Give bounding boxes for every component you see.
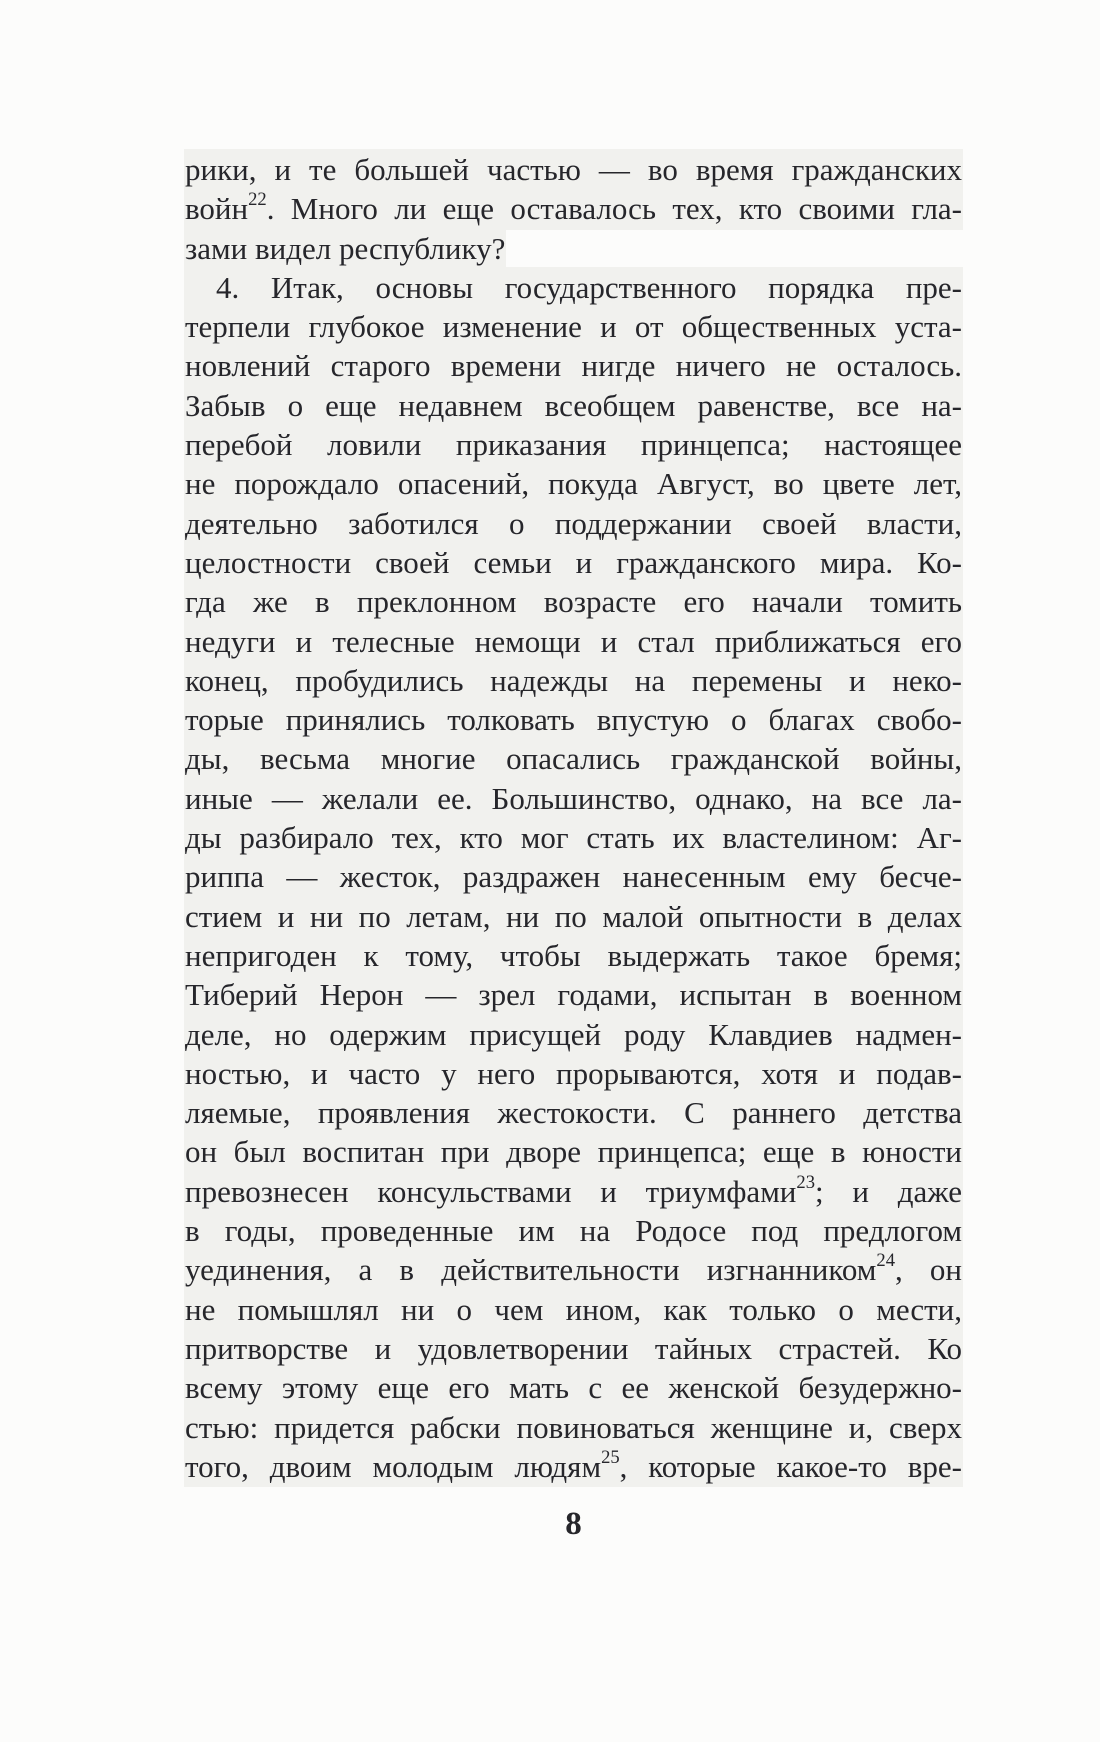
text-line-content: торые принялись толковать впустую о благах свобо- bbox=[185, 700, 962, 739]
text-line bbox=[185, 897, 962, 936]
text-line bbox=[185, 1447, 962, 1486]
text-line bbox=[185, 150, 962, 189]
text-line bbox=[185, 543, 962, 582]
text-line bbox=[185, 622, 962, 661]
text-line bbox=[185, 1408, 962, 1447]
text-line-content: уединения, а в действительности изгнанником$^{24}$, он bbox=[185, 1250, 962, 1289]
text-line-content: притворстве и удовлетворении тайных страстей. Ко bbox=[185, 1329, 962, 1368]
text-line-content: он был воспитан при дворе принцепса; еще в юности bbox=[185, 1132, 962, 1171]
text-line-content: стием и ни по летам, ни по малой опытности в делах bbox=[185, 897, 962, 936]
text-line bbox=[185, 1172, 962, 1211]
text-line bbox=[185, 661, 962, 700]
text-line bbox=[185, 936, 962, 975]
text-line bbox=[185, 1093, 962, 1132]
text-line-content: терпели глубокое изменение и от общественных уста- bbox=[185, 307, 962, 346]
text-line bbox=[185, 1054, 962, 1093]
text-line-content: 4. Итак, основы государственного порядка пре- bbox=[185, 268, 962, 307]
text-line bbox=[185, 346, 962, 385]
footnote-marker: 24 bbox=[876, 1250, 895, 1272]
text-line bbox=[185, 1132, 962, 1171]
text-line bbox=[185, 307, 962, 346]
text-line-content: не помышлял ни о чем ином, как только о мести, bbox=[185, 1290, 962, 1329]
text-line bbox=[185, 464, 962, 503]
page-number: 8 bbox=[565, 1506, 582, 1542]
text-line-content: превознесен консульствами и триумфами$^{23}$; и даже bbox=[185, 1172, 962, 1211]
text-line bbox=[185, 229, 962, 268]
text-line bbox=[185, 779, 962, 818]
text-line bbox=[185, 739, 962, 778]
footnote-marker: 22 bbox=[248, 189, 267, 211]
text-line bbox=[185, 425, 962, 464]
text-line bbox=[185, 504, 962, 543]
text-line bbox=[185, 818, 962, 857]
text-line bbox=[185, 1290, 962, 1329]
text-line bbox=[185, 1368, 962, 1407]
text-line-content: деятельно заботился о поддержании своей власти, bbox=[185, 504, 962, 543]
text-line bbox=[185, 1015, 962, 1054]
text-line-content: ляемые, проявления жестокости. С раннего детства bbox=[185, 1093, 962, 1132]
text-line bbox=[185, 975, 962, 1014]
text-line-content: всему этому еще его мать с ее женской безудержно- bbox=[185, 1368, 962, 1407]
text-line bbox=[185, 189, 962, 228]
text-line-content: того, двоим молодым людям$^{25}$, которые какое-то вре- bbox=[185, 1447, 962, 1486]
text-line-content: перебой ловили приказания принцепса; настоящее bbox=[185, 425, 962, 464]
text-line-content: новлений старого времени нигде ничего не осталось. bbox=[185, 346, 962, 385]
text-line-content: в годы, проведенные им на Родосе под предлогом bbox=[185, 1211, 962, 1250]
text-line bbox=[185, 1211, 962, 1250]
text-line-content: рики, и те большей частью — во время гражданских bbox=[185, 150, 962, 189]
footnote-marker: 23 bbox=[796, 1171, 815, 1193]
text-line-content: непригоден к тому, чтобы выдержать такое бремя; bbox=[185, 936, 962, 975]
text-line-content: войн$^{22}$. Много ли еще оставалось тех, кто своими гла- bbox=[185, 189, 962, 228]
text-line bbox=[185, 268, 962, 307]
text-line bbox=[185, 386, 962, 425]
text-line-content: гда же в преклонном возрасте его начали томить bbox=[185, 582, 962, 621]
text-line-content: риппа — жесток, раздражен нанесенным ему бесче- bbox=[185, 857, 962, 896]
text-line-content: деле, но одержим присущей роду Клавдиев надмен- bbox=[185, 1015, 962, 1054]
text-line-content: ды разбирало тех, кто мог стать их властелином: Аг- bbox=[185, 818, 962, 857]
text-line-content: Тиберий Нерон — зрел годами, испытан в военном bbox=[185, 975, 962, 1014]
text-line-content: иные — желали ее. Большинство, однако, на все ла- bbox=[185, 779, 962, 818]
page-number-row bbox=[0, 1506, 1100, 1543]
text-line-content: зами видел республику? bbox=[185, 229, 505, 268]
text-line bbox=[185, 700, 962, 739]
text-line-content: целостности своей семьи и гражданского мира. Ко- bbox=[185, 543, 962, 582]
page-text bbox=[185, 150, 962, 1486]
text-line bbox=[185, 857, 962, 896]
text-line bbox=[185, 582, 962, 621]
text-line-content: ностью, и часто у него прорываются, хотя и подав- bbox=[185, 1054, 962, 1093]
footnote-marker: 25 bbox=[601, 1446, 620, 1468]
text-line-content: не порождало опасений, покуда Август, во цвете лет, bbox=[185, 464, 962, 503]
text-line-content: недуги и телесные немощи и стал приближаться его bbox=[185, 622, 962, 661]
text-line-content: стью: придется рабски повиноваться женщине и, сверх bbox=[185, 1408, 962, 1447]
text-line bbox=[185, 1250, 962, 1289]
text-line bbox=[185, 1329, 962, 1368]
text-line-content: ды, весьма многие опасались гражданской войны, bbox=[185, 739, 962, 778]
text-line-content: конец, пробудились надежды на перемены и неко- bbox=[185, 661, 962, 700]
text-line-content: Забыв о еще недавнем всеобщем равенстве, все на- bbox=[185, 386, 962, 425]
